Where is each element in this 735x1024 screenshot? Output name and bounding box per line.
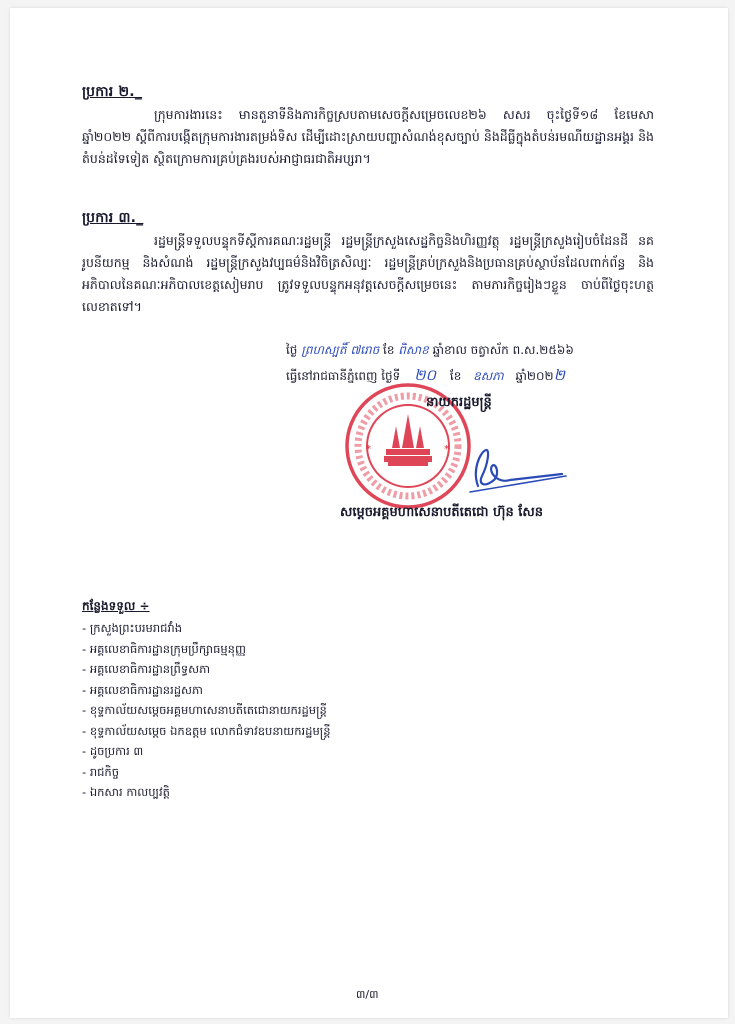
signatory-name: សម្ដេចអគ្គមហាសេនាបតីតេជោ ហ៊ុន សែន: [340, 505, 543, 520]
solar-month-label: ខែ: [449, 369, 462, 383]
recipients-list: [82, 618, 542, 803]
list-item: - ខុទ្ទកាល័យសម្ដេចអគ្គមហាសេនាបតីតេជោនាយករដ្ឋមន្ត្រី: [82, 700, 542, 721]
page-number: ៣/៣: [356, 988, 379, 1001]
document-page: [10, 8, 728, 1018]
lunar-date-prefix: ថ្ងៃ: [286, 343, 298, 357]
list-item: - ក្រសួងព្រះបរមរាជវាំង: [82, 618, 542, 639]
list-item: - អគ្គលេខាធិការដ្ឋានរដ្ឋសភា: [82, 680, 542, 701]
list-item: - រាជកិច្ច: [82, 762, 542, 783]
list-item: - ដូចប្រការ ៣: [82, 741, 542, 762]
recipients-heading: កន្លែងទទួល ÷: [82, 599, 150, 613]
handwritten-signature-icon: [450, 440, 570, 500]
article-3-body: រដ្ឋមន្ត្រីទទួលបន្ទុកទីស្ដីការគណៈរដ្ឋមន្ត្រី រដ្ឋមន្ត្រីក្រសួងសេដ្ឋកិច្ចនិងហិរញ្ញវត្ថុ រដ្ឋមន្ត្រីក្រសួងរៀបចំដែនដី នគរូបនីយកម្ម និងសំណង់ រដ្ឋមន្ត្រីក្រសួងវប្បធម៌និងវិចិត្រសិល្បៈ រដ្ឋមន្ត្រីគ្រប់ក្រសួងនិងប្រធានគ្រប់ស្ថាប័នដែលពាក់ព័ន្ធ និងអភិបាលនៃគណៈអភិបាលខេត្តសៀមរាប ត្រូវទទួលបន្ទុកអនុវត្តសេចក្ដីសម្រេចនេះ តាមភារកិច្ចរៀងៗខ្លួន ចាប់ពីថ្ងៃចុះហត្ថលេខាតទៅ។: [82, 233, 654, 314]
lunar-year: ឆ្នាំខាល ចត្វាស័ក ព.ស.២៥៦៦: [432, 343, 574, 357]
lunar-day-handwritten: ព្រហស្បតិ៍ ៧រោច: [301, 343, 380, 357]
list-item: - អគ្គលេខាធិការដ្ឋានព្រឹទ្ធសភា: [82, 659, 542, 680]
solar-year-last-digit-handwritten: ២: [553, 366, 565, 384]
article-2-heading: ប្រការ ២._: [82, 84, 143, 100]
svg-text:*: *: [444, 444, 449, 455]
signatory-title: នាយករដ្ឋមន្ត្រី: [426, 395, 492, 410]
list-item: - អគ្គលេខាធិការដ្ឋានក្រុមប្រឹក្សាធម្មនុញ្ញ: [82, 639, 542, 660]
article-2-body: ក្រុមការងារនេះ មានតួនាទីនិងភារកិច្ចស្របតាមសេចក្ដីសម្រេចលេខ២៦ សសរ ចុះថ្ងៃទី១៨ ខែមេសា ឆ្នាំ២០២២ ស្ដីពីការបង្កើតក្រុមការងារតម្រង់ទិស ដើម្បីដោះស្រាយបញ្ហាសំណង់ខុសច្បាប់ និងដីធ្លីក្នុងតំបន់រមណីយដ្ឋានអង្គរ និងតំបន់ដទៃទៀត ស្ថិតក្រោមការគ្រប់គ្រងរបស់អាជ្ញាធរជាតិអប្សរា។: [82, 107, 654, 166]
lunar-month-label: ខែ: [383, 343, 395, 357]
article-3-heading: ប្រការ ៣._: [82, 210, 144, 226]
svg-text:*: *: [366, 444, 371, 455]
solar-date-prefix: ធ្វើនៅរាជធានីភ្នំពេញ ថ្ងៃទី: [286, 369, 401, 383]
solar-year-prefix: ឆ្នាំ២០២: [515, 369, 554, 383]
list-item: - ខុទ្ទកាល័យសម្ដេច ឯកឧត្ដម លោកជំទាវឧបនាយករដ្ឋមន្ត្រី: [82, 721, 542, 742]
lunar-month-handwritten: ពិសាខ: [398, 343, 429, 357]
solar-day-handwritten: ២០: [414, 366, 437, 384]
lunar-date-line: [286, 342, 574, 360]
list-item: - ឯកសារ កាលប្បវត្តិ: [82, 782, 542, 803]
solar-month-handwritten: ឧសភា: [473, 369, 504, 383]
